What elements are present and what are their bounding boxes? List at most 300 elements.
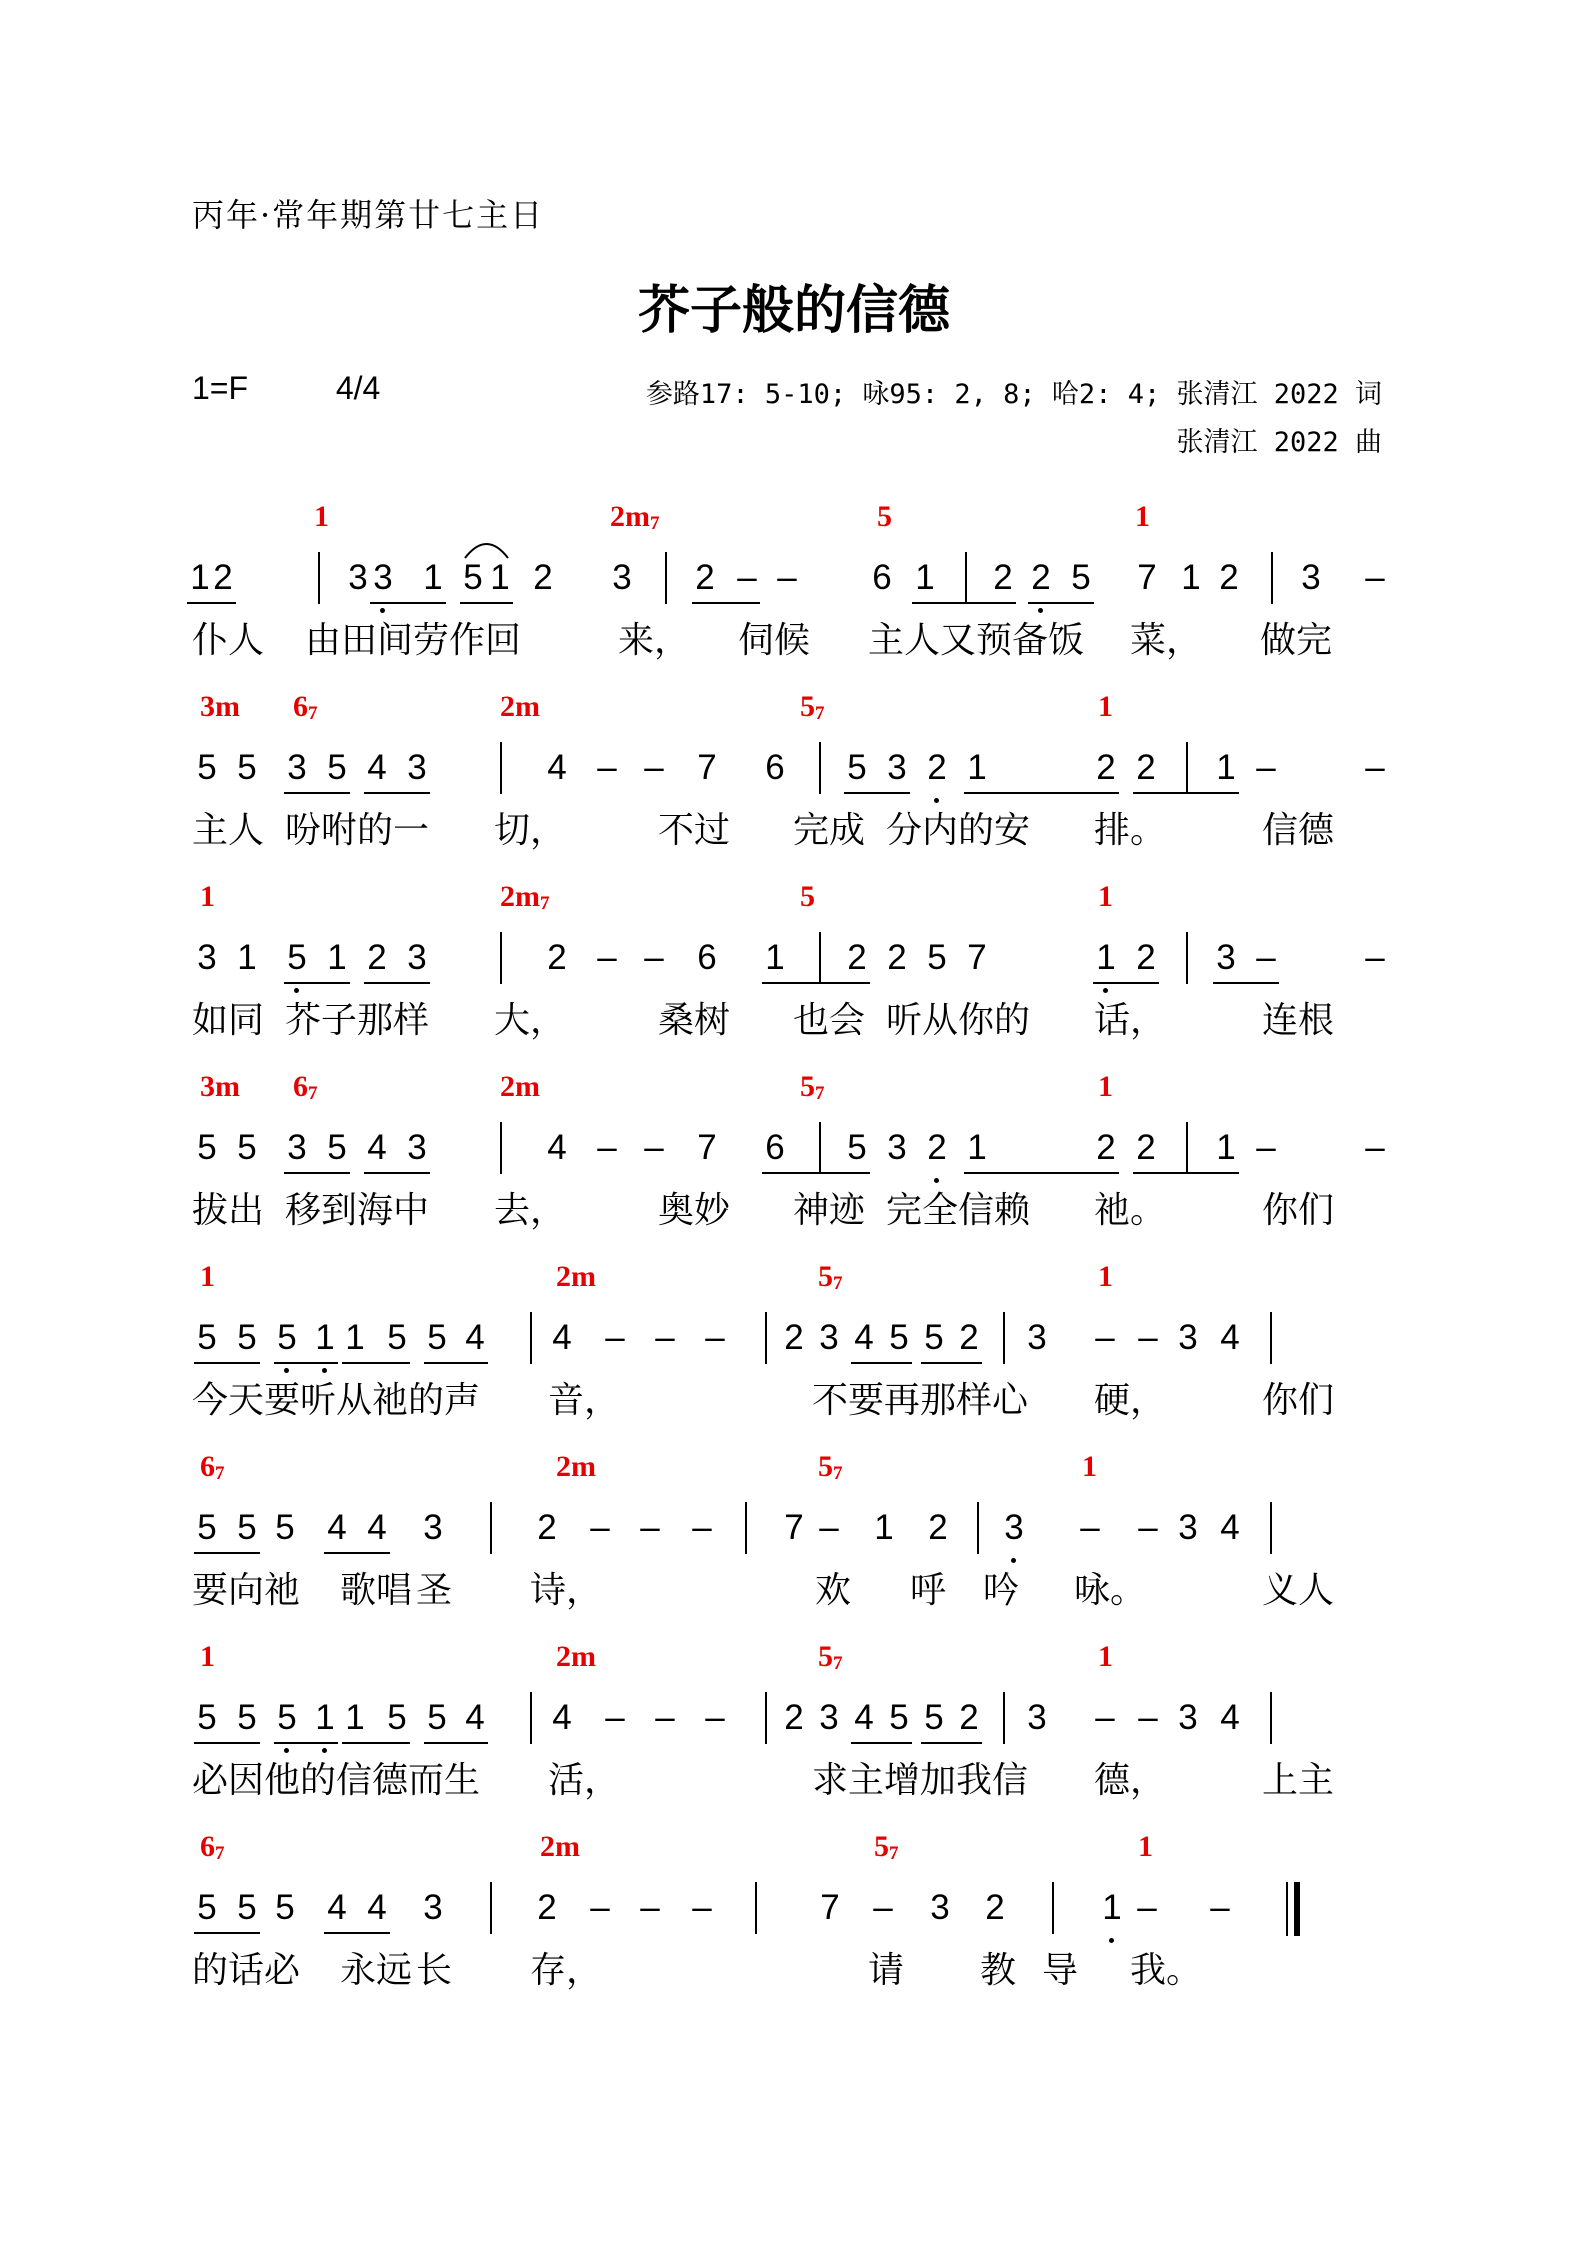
barline (490, 1502, 492, 1554)
jianpu-note: 4 (1220, 1508, 1240, 1547)
jianpu-note: 5 (847, 748, 867, 787)
lyric-syllables: 去， (494, 1190, 567, 1231)
jianpu-note: 1 (490, 558, 510, 597)
jianpu-note: 3 (407, 748, 427, 787)
jianpu-note: 4 (367, 1508, 387, 1547)
lyric-syllables: 连根 (1262, 1000, 1335, 1041)
lyric-syllables: 上主 (1262, 1760, 1335, 1801)
barline (500, 932, 502, 984)
jianpu-note: 3 (1178, 1508, 1198, 1547)
barline (819, 932, 821, 984)
jianpu-note: 6 (697, 938, 717, 977)
lyric-syllables: 大， (494, 1000, 567, 1041)
jianpu-note: 5 (237, 1888, 257, 1927)
eighth-underline (194, 1742, 260, 1744)
jianpu-note: 4 (367, 748, 387, 787)
chord-symbol: 3m (200, 690, 240, 723)
key-signature: 1=F (192, 370, 249, 406)
barline (1003, 1692, 1005, 1744)
barline (1270, 1692, 1272, 1744)
lyric-syllables: 长 (416, 1950, 453, 1991)
eighth-underline (274, 1362, 338, 1364)
jianpu-note: 1 (1102, 1888, 1122, 1927)
lyric-syllables: 桑树 (658, 1000, 731, 1041)
eighth-underline (424, 1362, 488, 1364)
barline (819, 742, 821, 794)
jianpu-note: 5 (197, 748, 217, 787)
jianpu-note: 2 (1219, 558, 1239, 597)
eighth-underline (284, 982, 350, 984)
jianpu-note: 4 (465, 1698, 485, 1737)
lyric-syllables: 欢 (815, 1570, 852, 1611)
eighth-underline (844, 792, 910, 794)
eighth-underline (1028, 602, 1094, 604)
eighth-underline (851, 1362, 912, 1364)
jianpu-note: 3 (887, 748, 907, 787)
jianpu-note: 1 (190, 558, 210, 597)
barline (1003, 1312, 1005, 1364)
chord-symbol: $6_7$ (293, 690, 318, 724)
eighth-underline (921, 1362, 982, 1364)
dash-extension: – (597, 938, 617, 977)
eighth-underline (194, 1552, 260, 1554)
lyric-syllables: 呼 (910, 1570, 947, 1611)
jianpu-note: 1 (1216, 748, 1236, 787)
jianpu-note: 4 (854, 1698, 874, 1737)
jianpu-note: 4 (854, 1318, 874, 1357)
chord-symbol: 2m (556, 1450, 596, 1483)
jianpu-note: 2 (959, 1318, 979, 1357)
jianpu-note: 1 (1096, 938, 1116, 977)
eighth-underline (324, 1932, 390, 1934)
composer-credit: 张清江 2022 曲 (1176, 427, 1382, 458)
dash-extension: – (1095, 1698, 1115, 1737)
lyric-syllables: 咏。 (1074, 1570, 1147, 1611)
eighth-underline (851, 1742, 912, 1744)
dash-extension: – (1138, 1698, 1158, 1737)
jianpu-note: 2 (985, 1888, 1005, 1927)
jianpu-note: 7 (967, 938, 987, 977)
lyric-syllables: 主人 (192, 810, 265, 851)
jianpu-note: 5 (197, 1128, 217, 1167)
dash-extension: – (605, 1318, 625, 1357)
chord-symbol: $5_7$ (818, 1450, 843, 1484)
chord-symbol: 1 (1098, 1070, 1113, 1103)
barline (745, 1502, 747, 1554)
jianpu-note: 3 (1004, 1508, 1024, 1547)
chord-symbol: $6_7$ (293, 1070, 318, 1104)
lyric-syllables: 分内的安 (886, 810, 1031, 851)
lyric-syllables: 奥妙 (658, 1190, 731, 1231)
chord-symbol: 1 (200, 1640, 215, 1673)
jianpu-note: 4 (547, 1128, 567, 1167)
jianpu-note: 4 (1220, 1318, 1240, 1357)
jianpu-note: 4 (552, 1318, 572, 1357)
eighth-underline (284, 1172, 350, 1174)
barline (1271, 552, 1273, 604)
dash-extension: – (737, 558, 757, 597)
chord-symbol: 1 (1098, 1260, 1113, 1293)
final-barline-thick (1294, 1882, 1300, 1936)
eighth-underline (460, 602, 513, 604)
jianpu-note: 2 (959, 1698, 979, 1737)
dash-extension: – (1256, 938, 1276, 977)
eighth-underline (194, 1362, 260, 1364)
barline (965, 552, 967, 604)
jianpu-note: 3 (1301, 558, 1321, 597)
jianpu-note: 7 (697, 1128, 717, 1167)
lyric-syllables: 要向祂 (192, 1570, 301, 1611)
jianpu-note: 5 (1071, 558, 1091, 597)
lyric-syllables: 菜， (1130, 620, 1203, 661)
chord-symbol: 2m (540, 1830, 580, 1863)
dash-extension: – (605, 1698, 625, 1737)
lyric-syllables: 拔出 (192, 1190, 265, 1231)
eighth-underline (364, 792, 430, 794)
lyric-syllables: 排。 (1094, 810, 1167, 851)
barline (1186, 742, 1188, 794)
dash-extension: – (1138, 1508, 1158, 1547)
lyric-syllables: 做完 (1260, 620, 1333, 661)
jianpu-note: 5 (197, 1318, 217, 1357)
lyricist-credit: 参路17: 5-10; 咏95: 2, 8; 哈2: 4; 张清江 2022 词 (645, 379, 1382, 410)
jianpu-note: 2 (928, 1508, 948, 1547)
lyric-syllables: 如同 (192, 1000, 265, 1041)
dash-extension: – (644, 748, 664, 787)
eighth-underline (762, 982, 870, 984)
jianpu-note: 2 (784, 1318, 804, 1357)
lyric-syllables: 的话必 (192, 1950, 301, 1991)
lyric-syllables: 完成 (793, 810, 866, 851)
jianpu-note: 1 (1216, 1128, 1236, 1167)
dash-extension: – (873, 1888, 893, 1927)
barline (530, 1692, 532, 1744)
dash-extension: – (597, 1128, 617, 1167)
lyric-syllables: 永远 (340, 1950, 413, 1991)
lyric-syllables: 我。 (1130, 1950, 1203, 1991)
jianpu-note: 3 (348, 558, 368, 597)
jianpu-note: 5 (237, 1128, 257, 1167)
lyric-syllables: 德， (1094, 1760, 1167, 1801)
dash-extension: – (1365, 938, 1385, 977)
eighth-underline (1133, 1172, 1239, 1174)
song-title: 芥子般的信德 (637, 281, 950, 341)
jianpu-note: 1 (765, 938, 785, 977)
jianpu-note: 3 (423, 1888, 443, 1927)
jianpu-note: 2 (533, 558, 553, 597)
chord-symbol: $6_7$ (200, 1450, 225, 1484)
chord-symbol: 2m (556, 1260, 596, 1293)
chord-symbol: 1 (1082, 1450, 1097, 1483)
eighth-underline (364, 982, 430, 984)
jianpu-note: 1 (967, 748, 987, 787)
chord-symbol: $5_7$ (874, 1830, 899, 1864)
lyric-syllables: 移到海中 (285, 1190, 430, 1231)
lyric-syllables: 义人 (1262, 1570, 1335, 1611)
jianpu-note: 5 (427, 1698, 447, 1737)
lyric-syllables: 活， (548, 1760, 621, 1801)
barline (755, 1882, 757, 1934)
eighth-underline (921, 1742, 982, 1744)
eighth-underline (964, 792, 1119, 794)
jianpu-note: 1 (423, 558, 443, 597)
jianpu-note: 2 (993, 558, 1013, 597)
jianpu-note: 4 (547, 748, 567, 787)
jianpu-note: 5 (237, 748, 257, 787)
lyric-syllables: 话， (1094, 1000, 1167, 1041)
jianpu-note: 1 (874, 1508, 894, 1547)
jianpu-note: 5 (847, 1128, 867, 1167)
dash-extension: – (644, 938, 664, 977)
dash-extension: – (1210, 1888, 1230, 1927)
jianpu-note: 3 (423, 1508, 443, 1547)
lyric-syllables: 你们 (1262, 1190, 1335, 1231)
lyric-syllables: 伺候 (738, 620, 811, 661)
eighth-underline (964, 1172, 1119, 1174)
dash-extension: – (692, 1888, 712, 1927)
jianpu-note: 5 (287, 938, 307, 977)
eighth-underline (342, 1362, 410, 1364)
jianpu-note: 2 (927, 1128, 947, 1167)
jianpu-note: 5 (277, 1698, 297, 1737)
lyric-syllables: 来， (618, 620, 691, 661)
eighth-underline (342, 1742, 410, 1744)
barline (318, 552, 320, 604)
jianpu-note: 6 (765, 748, 785, 787)
jianpu-note: 2 (784, 1698, 804, 1737)
lyric-syllables: 信德 (1262, 810, 1335, 851)
jianpu-note: 1 (967, 1128, 987, 1167)
jianpu-note: 4 (552, 1698, 572, 1737)
jianpu-note: 7 (784, 1508, 804, 1547)
barline (500, 742, 502, 794)
eighth-underline (1093, 982, 1159, 984)
jianpu-note: 5 (924, 1698, 944, 1737)
jianpu-note: 3 (1027, 1318, 1047, 1357)
dash-extension: – (705, 1318, 725, 1357)
jianpu-note: 2 (547, 938, 567, 977)
lyric-syllables: 诗， (530, 1570, 603, 1611)
jianpu-note: 5 (275, 1888, 295, 1927)
jianpu-note: 5 (237, 1508, 257, 1547)
barline (819, 1122, 821, 1174)
dash-extension: – (819, 1508, 839, 1547)
chord-symbol: 2m (500, 690, 540, 723)
jianpu-note: 4 (327, 1508, 347, 1547)
jianpu-note: 2 (887, 938, 907, 977)
eighth-underline (274, 1742, 338, 1744)
jianpu-note: 5 (327, 1128, 347, 1167)
chord-symbol: 1 (200, 880, 215, 913)
dash-extension: – (1138, 1318, 1158, 1357)
tie-slur (463, 536, 510, 560)
dash-extension: – (1256, 1128, 1276, 1167)
lyric-syllables: 不要再那样心 (812, 1380, 1029, 1421)
lyric-syllables: 圣 (416, 1570, 453, 1611)
lyric-syllables: 吩咐的一 (285, 810, 430, 851)
eighth-underline (187, 602, 236, 604)
dash-extension: – (640, 1508, 660, 1547)
lyric-syllables: 芥子那样 (285, 1000, 430, 1041)
jianpu-note: 3 (373, 558, 393, 597)
barline (977, 1502, 979, 1554)
eighth-underline (194, 1932, 260, 1934)
jianpu-note: 2 (847, 938, 867, 977)
jianpu-note: 2 (1136, 938, 1156, 977)
chord-symbol: 2m (556, 1640, 596, 1673)
dash-extension: – (644, 1128, 664, 1167)
dash-extension: – (1256, 748, 1276, 787)
barline (1186, 932, 1188, 984)
lyric-syllables: 今天要听从祂的声 (192, 1380, 481, 1421)
dash-extension: – (1080, 1508, 1100, 1547)
jianpu-note: 5 (197, 1508, 217, 1547)
dash-extension: – (1365, 748, 1385, 787)
jianpu-note: 1 (345, 1318, 365, 1357)
dash-extension: – (1137, 1888, 1157, 1927)
barline (490, 1882, 492, 1934)
lyric-syllables: 必因他的信德而生 (192, 1760, 481, 1801)
eighth-underline (1213, 982, 1279, 984)
barline (1052, 1882, 1054, 1934)
jianpu-note: 1 (315, 1698, 335, 1737)
chord-symbol: $5_7$ (800, 1070, 825, 1104)
lyric-syllables: 由田间劳作回 (305, 620, 522, 661)
jianpu-note: 3 (407, 1128, 427, 1167)
jianpu-note: 1 (327, 938, 347, 977)
dash-extension: – (692, 1508, 712, 1547)
barline (1186, 1122, 1188, 1174)
lyric-syllables: 不过 (658, 810, 731, 851)
jianpu-note: 3 (819, 1698, 839, 1737)
jianpu-note: 3 (887, 1128, 907, 1167)
key-time-signature (192, 370, 380, 407)
eighth-underline (324, 1552, 390, 1554)
jianpu-note: 6 (765, 1128, 785, 1167)
jianpu-note: 1 (915, 558, 935, 597)
final-barline (1286, 1882, 1288, 1936)
jianpu-note: 5 (889, 1698, 909, 1737)
dash-extension: – (705, 1698, 725, 1737)
jianpu-note: 5 (927, 938, 947, 977)
dash-extension: – (590, 1508, 610, 1547)
dash-extension: – (1365, 1128, 1385, 1167)
jianpu-note: 3 (1178, 1318, 1198, 1357)
chord-symbol: 5 (877, 500, 892, 533)
barline (500, 1122, 502, 1174)
jianpu-note: 2 (1096, 1128, 1116, 1167)
jianpu-note: 2 (537, 1888, 557, 1927)
chord-symbol: 1 (1098, 880, 1113, 913)
lyric-syllables: 请 (868, 1950, 905, 1991)
chord-symbol: 1 (200, 1260, 215, 1293)
barline (665, 552, 667, 604)
jianpu-note: 2 (1136, 1128, 1156, 1167)
chord-symbol: $5_7$ (800, 690, 825, 724)
jianpu-note: 1 (1181, 558, 1201, 597)
jianpu-note: 5 (275, 1508, 295, 1547)
jianpu-note: 2 (695, 558, 715, 597)
jianpu-note: 2 (537, 1508, 557, 1547)
jianpu-note: 5 (237, 1698, 257, 1737)
jianpu-note: 4 (1220, 1698, 1240, 1737)
lyric-syllables: 吟 (983, 1570, 1020, 1611)
chord-symbol: $5_7$ (818, 1640, 843, 1674)
jianpu-note: 3 (287, 1128, 307, 1167)
eighth-underline (762, 1172, 870, 1174)
jianpu-note: 4 (367, 1888, 387, 1927)
time-signature: 4/4 (335, 370, 381, 406)
lyric-syllables: 仆人 (192, 620, 265, 661)
lyric-syllables: 歌唱 (340, 1570, 413, 1611)
liturgical-day: 丙年·常年期第廿七主日 (192, 196, 545, 234)
jianpu-note: 5 (889, 1318, 909, 1357)
jianpu-note: 5 (197, 1698, 217, 1737)
chord-symbol: 1 (1098, 1640, 1113, 1673)
jianpu-note: 5 (277, 1318, 297, 1357)
jianpu-note: 3 (1027, 1698, 1047, 1737)
chord-symbol: 5 (800, 880, 815, 913)
jianpu-note: 2 (367, 938, 387, 977)
dash-extension: – (1365, 558, 1385, 597)
chord-symbol: 1 (1098, 690, 1113, 723)
lyric-syllables: 祂。 (1094, 1190, 1167, 1231)
lyric-syllables: 主人又预备饭 (868, 620, 1085, 661)
barline (765, 1692, 767, 1744)
dash-extension: – (655, 1318, 675, 1357)
lyric-syllables: 求主增加我信 (812, 1760, 1029, 1801)
lyric-syllables: 存， (530, 1950, 603, 1991)
dash-extension: – (1095, 1318, 1115, 1357)
lyric-syllables: 完全信赖 (886, 1190, 1031, 1231)
chord-symbol: 1 (1135, 500, 1150, 533)
dash-extension: – (777, 558, 797, 597)
jianpu-note: 3 (197, 938, 217, 977)
eighth-underline (424, 1742, 488, 1744)
eighth-underline (692, 602, 760, 604)
jianpu-note: 5 (327, 748, 347, 787)
jianpu-note: 1 (345, 1698, 365, 1737)
lyric-syllables: 你们 (1262, 1380, 1335, 1421)
eighth-underline (912, 602, 1016, 604)
eighth-underline (284, 792, 350, 794)
chord-symbol: $2m_7$ (610, 500, 660, 534)
lyric-syllables: 也会 (793, 1000, 866, 1041)
jianpu-note: 2 (927, 748, 947, 787)
chord-symbol: 1 (1138, 1830, 1153, 1863)
lyric-syllables: 音， (548, 1380, 621, 1421)
chord-symbol: 3m (200, 1070, 240, 1103)
chord-symbol: $6_7$ (200, 1830, 225, 1864)
jianpu-note: 5 (427, 1318, 447, 1357)
lyric-syllables: 教 (980, 1950, 1017, 1991)
jianpu-note: 4 (465, 1318, 485, 1357)
dash-extension: – (590, 1888, 610, 1927)
jianpu-note: 2 (213, 558, 233, 597)
jianpu-note: 6 (872, 558, 892, 597)
jianpu-note: 1 (237, 938, 257, 977)
jianpu-note: 5 (197, 1888, 217, 1927)
chord-symbol: $2m_7$ (500, 880, 550, 914)
jianpu-note: 7 (697, 748, 717, 787)
eighth-underline (1133, 792, 1239, 794)
jianpu-note: 5 (387, 1318, 407, 1357)
dash-extension: – (597, 748, 617, 787)
jianpu-note: 3 (1178, 1698, 1198, 1737)
jianpu-note: 2 (1031, 558, 1051, 597)
jianpu-note: 4 (327, 1888, 347, 1927)
chord-symbol: 1 (314, 500, 329, 533)
